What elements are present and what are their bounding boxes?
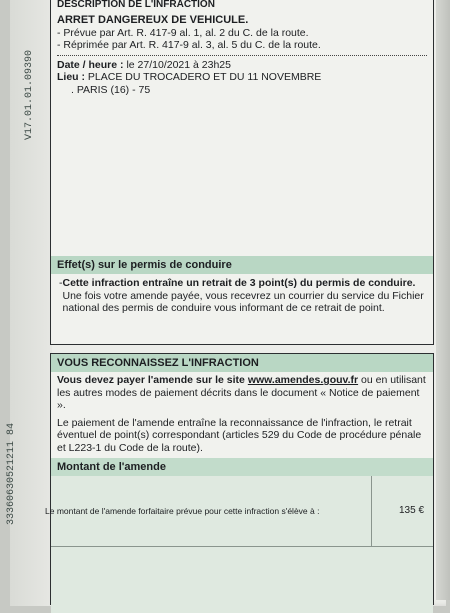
vertical-reference-bottom: 33360630521211 84	[6, 422, 17, 525]
lieu-value-2: . PARIS (16) - 75	[71, 83, 151, 96]
date-value: le 27/10/2021 à 23h25	[126, 58, 231, 71]
infraction-line-2: - Réprimée par Art. R. 417-9 al. 3, al. 5 du C. de la route.	[57, 39, 321, 51]
effets-bold-text: Cette infraction entraîne un retrait de 3 point(s) du permis de conduire.	[62, 277, 416, 289]
montant-row	[45, 476, 433, 546]
reconnaissance-paragraph: Le paiement de l'amende entraîne la reconnaissance de l'infraction, le retrait éventuel de point(s) correspondant (articles 529 du Code de procédure pénale et L223-1 du Code de la route).	[57, 416, 422, 454]
montant-label: Le montant de l'amende forfaitaire prévue pour cette infraction s'élève à :	[45, 506, 320, 516]
lieu-label: Lieu :	[57, 71, 85, 83]
amendes-site-link[interactable]: www.amendes.gouv.fr	[247, 374, 359, 386]
montant-header: Montant de l'amende	[51, 458, 433, 476]
effets-text: Une fois votre amende payée, vous recevrez un courrier du service du Fichier national des permis de conduire vous informant de ce retrait de point.	[62, 289, 424, 314]
description-header: DESCRIPTION DE L'INFRACTION	[57, 0, 215, 10]
pay-instruction-bold: Vous devez payer l'amende sur le site	[57, 374, 245, 386]
effets-header: Effet(s) sur le permis de conduire	[51, 256, 433, 274]
pay-instruction-rest: ou en utilisant les autres modes de paiement décrits dans le document « Notice de paiement ».	[57, 374, 426, 411]
infraction-line-1: - Prévue par Art. R. 417-9 al. 1, al. 2 du C. de la route.	[57, 26, 309, 39]
infraction-title: ARRET DANGEREUX DE VEHICULE.	[57, 14, 249, 26]
montant-value: 135 €	[399, 505, 425, 516]
dotted-divider	[57, 55, 427, 56]
effets-section	[50, 256, 434, 345]
description-section	[50, 0, 434, 266]
lieu-value-1: PLACE DU TROCADERO ET DU 11 NOVEMBRE	[87, 71, 322, 83]
vertical-reference-top: V17.01.01.09390	[24, 49, 35, 140]
right-paper-edge	[436, 0, 450, 600]
reconnaissance-header: VOUS RECONNAISSEZ L'INFRACTION	[51, 354, 433, 372]
reconnaissance-section	[45, 353, 434, 605]
montant-column-divider	[371, 476, 372, 546]
montant-extra-area	[51, 546, 433, 613]
date-label: Date / heure :	[57, 58, 124, 71]
effets-bullet: -	[59, 277, 63, 289]
